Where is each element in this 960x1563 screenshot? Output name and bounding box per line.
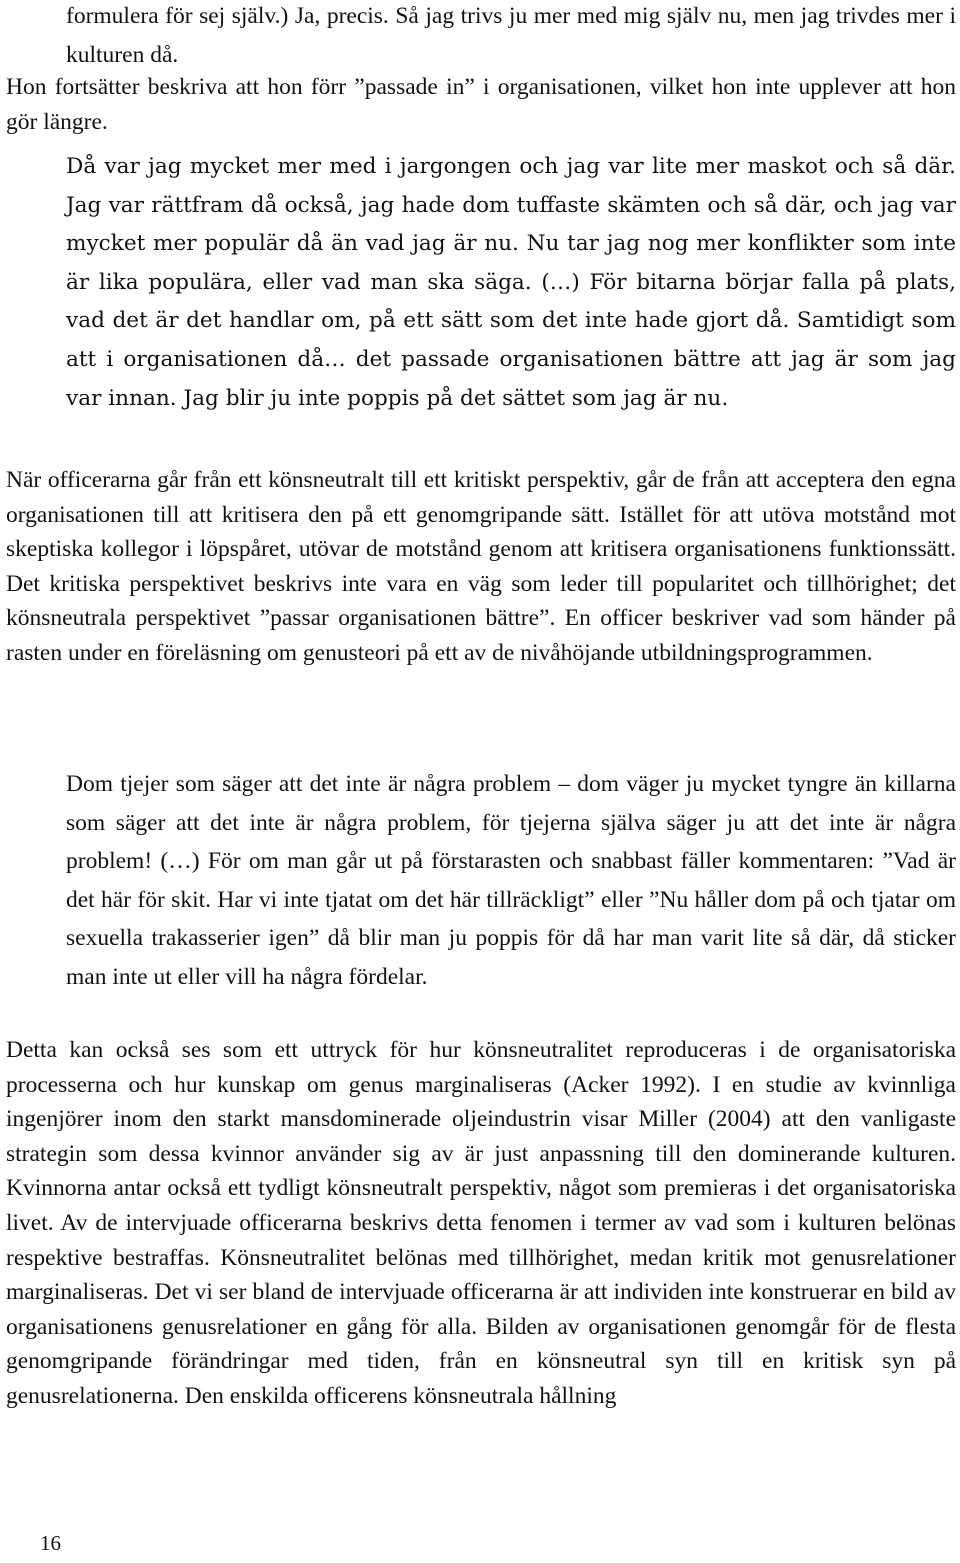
body-paragraph-2: När officerarna går från ett könsneutralt till ett kritiskt perspektiv, går de från att acceptera den egna organisationen till att kritisera den på ett genomgripande sätt. Istället för att utöva motstånd mot skeptiska kollegor i löpspåret, utövar de motstånd genom att kritisera organisationens funktionssätt. Det kritiska perspektivet beskrivs inte vara en väg som leder till popularitet och tillhörighet; det könsneutrala perspektivet ”passar organisationen bättre”. En officer beskriver vad som händer på rasten under en föreläsning om genusteori på ett av de nivåhöjande utbildningsprogrammen.	[6, 467, 956, 666]
interview-quote-1: Då var jag mycket mer med i jargongen och jag var lite mer maskot och så där. Jag var rättfram då också, jag hade dom tuffaste skämten och så där, och jag var mycket mer populär då än vad jag är nu. Nu tar jag nog mer konflikter som inte är lika populära, eller vad man ska säga. (…) För bitarna börjar falla på plats, vad det är det handlar om, på ett sätt som det inte hade gjort då. Samtidigt som att i organisationen då… det passade organisationen bättre att jag är som jag var innan. Jag blir ju inte poppis på det sättet som jag är nu.	[66, 154, 956, 411]
page-number: 16	[40, 1531, 61, 1555]
interview-quote-2: Dom tjejer som säger att det inte är några problem – dom väger ju mycket tyngre än killarna som säger att det inte är några problem, för tjejerna själva säger ju att det inte är några problem! (…) För om man går ut på förstarasten och snabbast fäller kommentaren: ”Vad är det här för skit. Har vi inte tjatat om det här tillräckligt” eller ”Nu håller dom på och tjatar om sexuella trakasserier igen” då blir man ju poppis för då har man varit lite så där, då sticker man inte ut eller vill ha några fördelar.	[66, 771, 956, 990]
body-paragraph-3: Detta kan också ses som ett uttryck för hur könsneutralitet reproduceras i de organisatoriska processerna och hur kunskap om genus marginaliseras (Acker 1992). I en studie av kvinnliga ingenjörer inom den starkt mansdominerade oljeindustrin visar Miller (2004) att den vanligaste strategin som dessa kvinnor använder sig av är just anpassning till den dominerande kulturen. Kvinnorna antar också ett tydligt könsneutralt perspektiv, något som premieras i det organisatoriska livet. Av de intervjuade officerarna beskrivs detta fenomen i termer av vad som i kulturen belönas respektive bestraffas. Könsneutralitet belönas med tillhörighet, medan kritik mot genusrelationer marginaliseras. Det vi ser bland de intervjuade officerarna är att individen inte konstruerar en bild av organisationens genusrelationer en gång för alla. Bilden av organisationen genomgår för de flesta genomgripande förändringar med tiden, från en könsneutral syn till en kritisk syn på genusrelationerna. Den enskilda officerens könsneutrala hållning	[6, 1037, 956, 1409]
body-paragraph-1: Hon fortsätter beskriva att hon förr ”passade in” i organisationen, vilket hon inte upplever att hon gör längre.	[6, 74, 956, 135]
interview-quote-continued: formulera för sej själv.) Ja, precis. Så jag trivs ju mer med mig själv nu, men jag trivdes mer i kulturen då.	[66, 3, 956, 68]
